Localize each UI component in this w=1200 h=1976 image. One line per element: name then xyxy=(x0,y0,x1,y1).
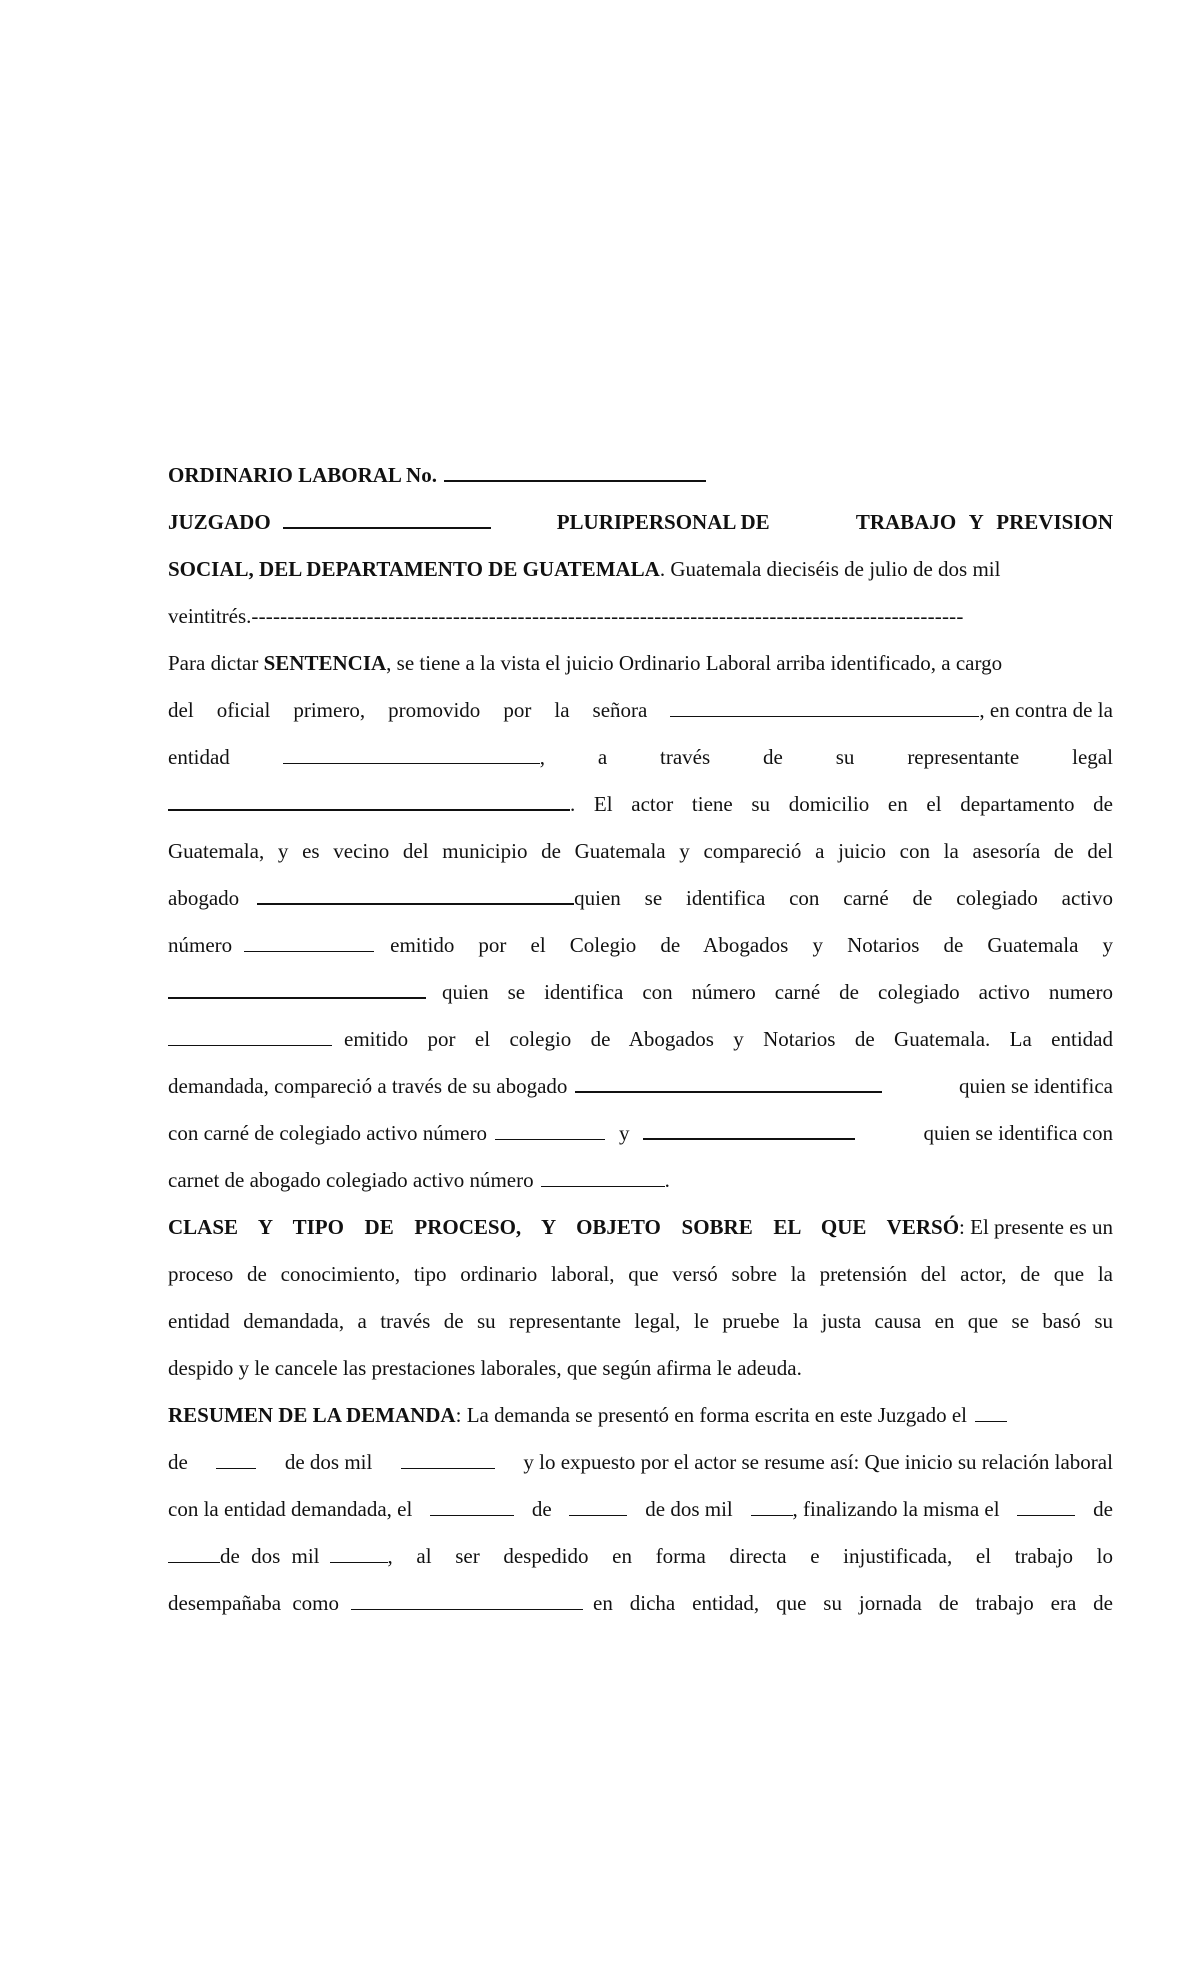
p2-line-4 xyxy=(168,1345,1113,1392)
p1-text: quien se identifica con carné de colegiado activo xyxy=(574,886,1113,910)
section-heading-resumen: RESUMEN DE LA DEMANDA xyxy=(168,1403,456,1427)
p3-text: , al ser despedido en forma directa e injustificada, el trabajo lo xyxy=(387,1544,1113,1568)
p2-line-2 xyxy=(168,1251,1113,1298)
job-position-blank xyxy=(351,1591,583,1610)
start-day-blank xyxy=(430,1497,514,1516)
p3-text: : La demanda se presentó en forma escrita en este Juzgado el xyxy=(455,1403,967,1427)
court-label: JUZGADO xyxy=(168,510,271,534)
p1-word: entidad xyxy=(168,745,230,769)
p1-text: , se tiene a la vista el juicio Ordinario Laboral arriba identificado, a cargo xyxy=(386,651,1003,675)
p1-line-12 xyxy=(168,1157,1113,1204)
p1-word: promovido xyxy=(388,698,481,722)
department-line xyxy=(168,546,1113,593)
year-text: veintitrés. xyxy=(168,604,252,628)
p1-word: y xyxy=(618,1121,630,1145)
p1-text: Para dictar xyxy=(168,651,259,675)
colegiado-number-blank xyxy=(244,933,374,952)
second-colegiado-blank xyxy=(168,1027,332,1046)
court-line xyxy=(168,499,1113,546)
p3-text: de dos mil xyxy=(220,1544,320,1568)
p1-word: , xyxy=(539,745,545,769)
p1-text: con carné de colegiado activo número xyxy=(168,1121,487,1145)
p2-line-1 xyxy=(168,1204,1113,1251)
p2-text: entidad demandada, a través de su representante legal, le pruebe la justa causa en que se basó su xyxy=(168,1309,1113,1333)
p1-word: primero, xyxy=(293,698,366,722)
p1-text: . xyxy=(664,1168,670,1192)
department-name: SOCIAL, DEL DEPARTAMENTO DE GUATEMALA xyxy=(168,557,660,581)
filing-month-blank xyxy=(216,1450,256,1469)
case-number-line xyxy=(168,452,1113,499)
p3-text: con la entidad demandada, el xyxy=(168,1497,413,1521)
p3-text: , finalizando la misma el xyxy=(792,1497,1000,1521)
p1-word: representante xyxy=(907,745,1020,769)
p3-line-1 xyxy=(168,1392,1113,1439)
p1-word: través xyxy=(660,745,711,769)
p3-text: de dos mil xyxy=(284,1450,373,1474)
p1-text: quien se identifica con xyxy=(923,1121,1113,1145)
case-number-blank xyxy=(444,462,706,482)
p1-word: señora xyxy=(592,698,648,722)
p3-word: de xyxy=(531,1497,552,1521)
p2-text: proceso de conocimiento, tipo ordinario laboral, que versó sobre la pretensión del actor, de que la xyxy=(168,1262,1113,1286)
dash-filler: --------------------------------------------------------------------------------------------------- xyxy=(251,604,964,628)
p1-text: quien se identifica xyxy=(959,1074,1113,1098)
p1-text: demandada, compareció a través de su abogado xyxy=(168,1074,568,1098)
p1-text: , en contra de la xyxy=(979,698,1113,722)
p1-word: abogado xyxy=(168,886,240,910)
p1-line-8 xyxy=(168,969,1113,1016)
court-branch: TRABAJO Y PREVISION xyxy=(855,510,1113,534)
p2-text: : El presente es un xyxy=(959,1215,1113,1239)
plaintiff-name-blank xyxy=(670,698,979,717)
filing-day-blank xyxy=(975,1403,1007,1422)
p1-word: oficial xyxy=(216,698,271,722)
start-month-blank xyxy=(569,1497,627,1516)
section-heading-clase: CLASE Y TIPO DE PROCESO, Y OBJETO SOBRE EL QUE VERSÓ xyxy=(168,1215,960,1239)
p1-word: a xyxy=(597,745,608,769)
p1-line-7 xyxy=(168,922,1113,969)
document-page xyxy=(168,452,1113,1627)
p2-text: despido y le cancele las prestaciones laborales, que según afirma le adeuda. xyxy=(168,1356,802,1380)
p2-line-3 xyxy=(168,1298,1113,1345)
p3-text: desempañaba como xyxy=(168,1591,340,1615)
p3-word: de xyxy=(168,1450,188,1474)
p1-text: emitido por el colegio de Abogados y Notarios de Guatemala. La entidad xyxy=(344,1027,1113,1051)
legal-rep-blank xyxy=(168,791,570,811)
p1-line-11 xyxy=(168,1110,1113,1157)
p1-word: su xyxy=(835,745,855,769)
p1-text: emitido por el Colegio de Abogados y Notarios de Guatemala y xyxy=(390,933,1113,957)
p1-word: del xyxy=(168,698,194,722)
start-year-blank xyxy=(751,1497,793,1516)
p1-line-1 xyxy=(168,640,1113,687)
case-title: ORDINARIO LABORAL No. xyxy=(168,463,437,487)
p3-word: de xyxy=(1093,1497,1113,1521)
p3-line-4 xyxy=(168,1533,1113,1580)
p1-text: carnet de abogado colegiado activo número xyxy=(168,1168,534,1192)
sentencia-label: SENTENCIA xyxy=(263,651,387,675)
end-month-blank xyxy=(168,1544,220,1563)
p3-line-2 xyxy=(168,1439,1113,1486)
p1-line-10 xyxy=(168,1063,1113,1110)
filing-year-blank xyxy=(401,1450,495,1469)
p3-line-5 xyxy=(168,1580,1113,1627)
lawyer-name-blank xyxy=(257,885,574,905)
p3-text: y lo expuesto por el actor se resume así: Que inicio su relación laboral xyxy=(523,1450,1113,1474)
p1-line-9 xyxy=(168,1016,1113,1063)
p3-line-3 xyxy=(168,1486,1113,1533)
entity-name-blank xyxy=(283,745,540,764)
p1-line-6 xyxy=(168,875,1113,922)
p1-word: la xyxy=(554,698,570,722)
second-lawyer-blank xyxy=(168,979,426,999)
p1-text: Guatemala, y es vecino del municipio de Guatemala y compareció a juicio con la asesoría de del xyxy=(168,839,1113,863)
p1-text: . El actor tiene su domicilio en el departamento de xyxy=(570,792,1113,816)
p1-word: número xyxy=(168,933,233,957)
date-text: . Guatemala dieciséis de julio de dos mil xyxy=(659,557,1001,581)
p1-word: legal xyxy=(1072,745,1113,769)
p1-word: de xyxy=(763,745,783,769)
p1-line-4 xyxy=(168,781,1113,828)
p3-text: en dicha entidad, que su jornada de trabajo era de xyxy=(593,1591,1113,1615)
p1-word: por xyxy=(503,698,532,722)
p1-line-2 xyxy=(168,687,1113,734)
defendant-lawyer-blank xyxy=(575,1073,882,1093)
court-blank xyxy=(283,509,491,529)
defendant-carnet-blank xyxy=(541,1168,665,1187)
p1-line-3 xyxy=(168,734,1113,781)
defendant-colegiado-blank xyxy=(495,1121,605,1140)
p1-text: quien se identifica con número carné de colegiado activo numero xyxy=(442,980,1113,1004)
year-line xyxy=(168,593,1113,640)
court-type: PLURIPERSONAL DE xyxy=(556,510,770,534)
end-year-blank xyxy=(330,1544,388,1563)
p1-line-5 xyxy=(168,828,1113,875)
second-defendant-lawyer-blank xyxy=(643,1120,855,1140)
p3-text: de dos mil xyxy=(645,1497,733,1521)
end-day-blank xyxy=(1017,1497,1075,1516)
